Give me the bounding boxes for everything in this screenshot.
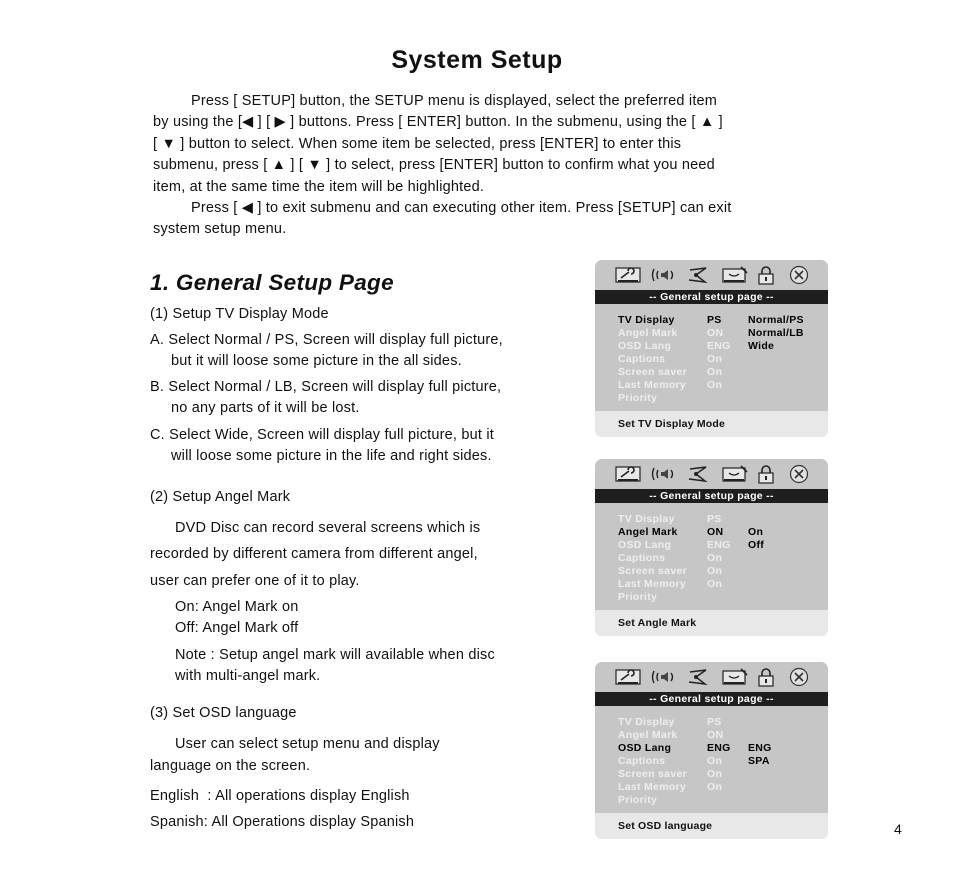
osd-icon-bar (595, 459, 828, 489)
tv-display-heading: (1) Setup TV Display Mode (150, 306, 329, 322)
osd-menu-item[interactable] (595, 794, 828, 807)
intro-line: system setup menu. (153, 221, 287, 238)
osd-item-label: Captions (618, 552, 666, 564)
osd-item-label: Angel Mark (618, 526, 678, 538)
osd-item-label: Priority (618, 794, 658, 806)
osd-menu-header: -- General setup page -- (595, 290, 828, 304)
audio-setup-icon (650, 264, 676, 286)
angel-mark-on: On: Angel Mark on (175, 599, 299, 615)
osd-item-label: Screen saver (618, 768, 687, 780)
general-setup-icon (615, 264, 641, 286)
angel-mark-desc: recorded by different camera from different angel, (150, 546, 478, 562)
osd-item-label: Angel Mark (618, 729, 678, 741)
exit-icon (788, 666, 810, 688)
osd-status-bar: Set Angle Mark (595, 610, 828, 636)
osd-item-option: Normal/LB (748, 327, 804, 339)
osd-menu-header: -- General setup page -- (595, 692, 828, 706)
page-number: 4 (894, 821, 902, 837)
video-setup-icon (685, 264, 711, 286)
osd-menu-item[interactable] (595, 366, 828, 379)
osd-menu-item[interactable] (595, 513, 828, 526)
osd-menu-item[interactable] (595, 768, 828, 781)
tv-display-option-b: B. Select Normal / LB, Screen will display full picture, (150, 379, 502, 395)
osd-item-label: OSD Lang (618, 539, 672, 551)
osd-language-desc: User can select setup menu and display (175, 736, 440, 752)
password-lock-icon (755, 264, 777, 286)
angel-mark-off: Off: Angel Mark off (175, 620, 299, 636)
osd-item-label: Priority (618, 591, 658, 603)
osd-menu-item[interactable] (595, 392, 828, 405)
intro-line: Press [ ◀ ] to exit submenu and can executing other item. Press [SETUP] can exit (191, 200, 732, 217)
osd-item-value: ON (707, 327, 724, 339)
osd-menu-item[interactable] (595, 327, 828, 340)
osd-item-label: Last Memory (618, 379, 687, 391)
password-lock-icon (755, 666, 777, 688)
osd-item-value: ENG (707, 539, 731, 551)
osd-item-label: TV Display (618, 716, 675, 728)
osd-status-bar: Set OSD language (595, 813, 828, 839)
osd-menu-item[interactable] (595, 539, 828, 552)
osd-item-label: OSD Lang (618, 340, 672, 352)
osd-item-option: Wide (748, 340, 775, 352)
osd-menu-item[interactable] (595, 578, 828, 591)
osd-item-value: PS (707, 513, 722, 525)
osd-item-label: Priority (618, 392, 658, 404)
tv-display-option-a: A. Select Normal / PS, Screen will display full picture, (150, 332, 503, 348)
angel-mark-note: Note : Setup angel mark will available when disc (175, 647, 495, 663)
tv-display-option-c: C. Select Wide, Screen will display full picture, but it (150, 427, 495, 443)
osd-item-value: ON (707, 526, 724, 538)
video-setup-icon (685, 666, 711, 688)
osd-menu-item[interactable] (595, 591, 828, 604)
osd-language-desc: language on the screen. (150, 758, 311, 774)
osd-item-label: Screen saver (618, 565, 687, 577)
audio-setup-icon (650, 666, 676, 688)
tv-display-option-b-cont: no any parts of it will be lost. (171, 400, 360, 416)
osd-item-option: Off (748, 539, 765, 551)
osd-language-spanish: Spanish: All Operations display Spanish (150, 814, 415, 830)
intro-text (153, 91, 813, 241)
intro-line: Press [ SETUP] button, the SETUP menu is displayed, select the preferred item (191, 93, 718, 109)
angel-mark-desc: user can prefer one of it to play. (150, 573, 360, 589)
osd-item-value: On (707, 565, 723, 577)
osd-item-value: ENG (707, 340, 731, 352)
osd-item-value: On (707, 768, 723, 780)
osd-item-value: On (707, 366, 723, 378)
page-title: System Setup (391, 46, 563, 74)
osd-item-value: ENG (707, 742, 731, 754)
tv-display-option-c-cont: will loose some picture in the life and right sides. (171, 448, 492, 464)
exit-icon (788, 264, 810, 286)
osd-menu-list (595, 706, 828, 813)
osd-item-value: On (707, 578, 723, 590)
osd-item-value: On (707, 755, 723, 767)
preference-icon (721, 264, 749, 286)
osd-item-label: OSD Lang (618, 742, 672, 754)
osd-menu-item[interactable] (595, 552, 828, 565)
osd-menu-item[interactable] (595, 340, 828, 353)
osd-language-heading: (3) Set OSD language (150, 705, 297, 721)
osd-menu-header: -- General setup page -- (595, 489, 828, 503)
general-setup-icon (615, 666, 641, 688)
video-setup-icon (685, 463, 711, 485)
osd-item-option: ENG (748, 742, 772, 754)
angel-mark-note-cont: with multi-angel mark. (175, 668, 321, 684)
osd-menu-item[interactable] (595, 729, 828, 742)
password-lock-icon (755, 463, 777, 485)
osd-menu-item[interactable] (595, 742, 828, 755)
osd-item-value: On (707, 552, 723, 564)
osd-menu-list (595, 503, 828, 610)
osd-item-label: TV Display (618, 513, 675, 525)
osd-item-value: On (707, 781, 723, 793)
intro-line: by using the [◀ ] [ ▶ ] buttons. Press [ ENTER] button. In the submenu, using the [ ▲ ] (153, 114, 723, 131)
osd-menu-list (595, 304, 828, 411)
osd-menu-panel-1 (595, 260, 828, 437)
osd-menu-item[interactable] (595, 781, 828, 794)
tv-display-option-a-cont: but it will loose some picture in the all sides. (171, 353, 462, 369)
osd-menu-item[interactable] (595, 565, 828, 578)
osd-item-option: Normal/PS (748, 314, 804, 326)
osd-menu-item[interactable] (595, 353, 828, 366)
intro-line: submenu, press [ ▲ ] [ ▼ ] to select, press [ENTER] button to confirm what you need (153, 157, 715, 174)
intro-line: item, at the same time the item will be highlighted. (153, 178, 485, 195)
osd-menu-item[interactable] (595, 379, 828, 392)
osd-menu-item[interactable] (595, 526, 828, 539)
osd-item-value: PS (707, 716, 722, 728)
preference-icon (721, 666, 749, 688)
osd-item-value: On (707, 379, 723, 391)
osd-item-label: Captions (618, 353, 666, 365)
osd-item-value: ON (707, 729, 724, 741)
osd-item-label: TV Display (618, 314, 675, 326)
preference-icon (721, 463, 749, 485)
osd-icon-bar (595, 662, 828, 692)
osd-menu-item[interactable] (595, 716, 828, 729)
osd-menu-panel-2 (595, 459, 828, 636)
osd-item-value: On (707, 353, 723, 365)
osd-item-option: On (748, 526, 764, 538)
intro-line: [ ▼ ] button to select. When some item be selected, press [ENTER] to enter this (153, 135, 682, 152)
osd-menu-item[interactable] (595, 314, 828, 327)
osd-item-value: PS (707, 314, 722, 326)
general-setup-icon (615, 463, 641, 485)
angel-mark-heading: (2) Setup Angel Mark (150, 489, 291, 505)
audio-setup-icon (650, 463, 676, 485)
osd-item-option: SPA (748, 755, 770, 767)
osd-menu-item[interactable] (595, 755, 828, 768)
osd-icon-bar (595, 260, 828, 290)
osd-menu-panel-3 (595, 662, 828, 839)
osd-item-label: Screen saver (618, 366, 687, 378)
exit-icon (788, 463, 810, 485)
osd-item-label: Angel Mark (618, 327, 678, 339)
section-title: 1. General Setup Page (150, 270, 394, 295)
osd-item-label: Last Memory (618, 578, 687, 590)
osd-language-english: English : All operations display English (150, 788, 410, 804)
osd-item-label: Captions (618, 755, 666, 767)
osd-item-label: Last Memory (618, 781, 687, 793)
angel-mark-desc: DVD Disc can record several screens which is (175, 520, 481, 536)
osd-status-bar: Set TV Display Mode (595, 411, 828, 437)
